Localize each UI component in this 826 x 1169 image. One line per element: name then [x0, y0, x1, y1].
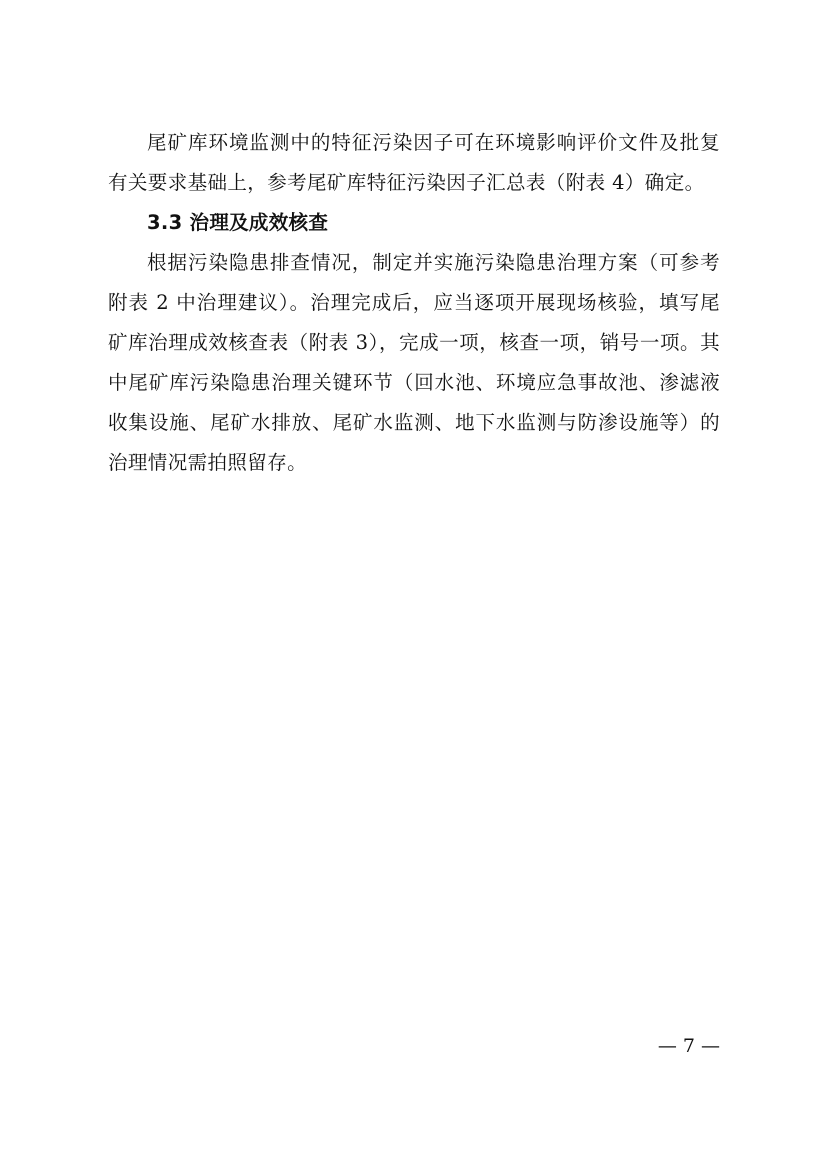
- paragraph-block-2: [108, 243, 720, 483]
- section-heading: 3.3 治理及成效核查: [147, 211, 329, 234]
- page-number: — 7 —: [657, 1035, 720, 1057]
- body-paragraph: 根据污染隐患排查情况，制定并实施污染隐患治理方案（可参考附表 2 中治理建议）。治理完成后，应当逐项开展现场核验，填写尾矿库治理成效核查表（附表 3），完成一项，核查一项，销号一项。其中尾矿库污染隐患治理关键环节（回水池、环境应急事故池、渗滤液收集设施、尾矿水排放、尾矿水监测、地下水监测与防渗设施等）的治理情况需拍照留存。: [108, 251, 720, 474]
- body-paragraph: 尾矿库环境监测中的特征污染因子可在环境影响评价文件及批复有关要求基础上，参考尾矿库特征污染因子汇总表（附表 4）确定。: [108, 131, 720, 194]
- paragraph-block-1: [108, 123, 720, 203]
